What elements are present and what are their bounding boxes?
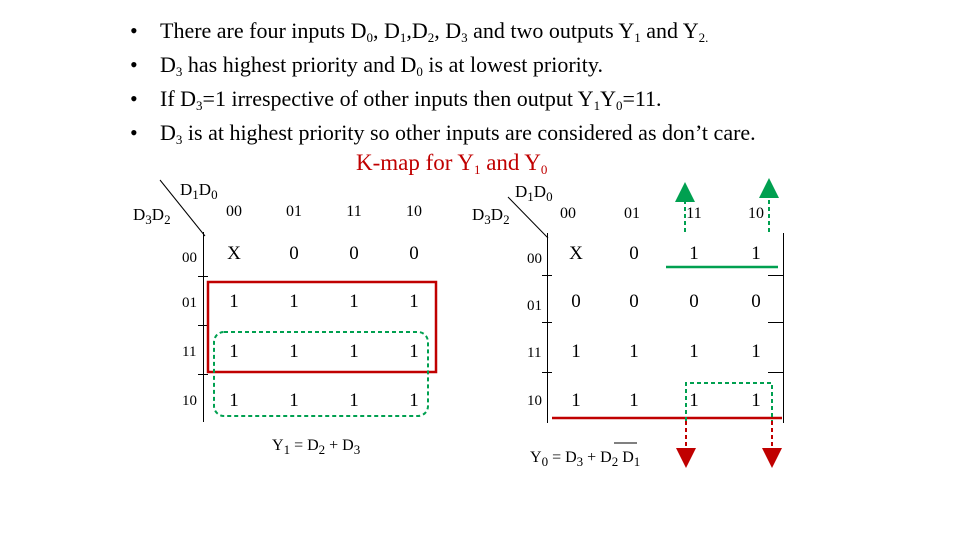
kmap1-cell: 1 — [229, 291, 239, 312]
kmap1-cell: 0 — [349, 243, 359, 264]
bullet-item-4: • $D_3$ is at highest priority so other inputs are considered as don’t care. — [130, 116, 756, 150]
kmap1-row-label: 01 — [182, 295, 197, 311]
kmap2-cell: X — [569, 243, 583, 264]
bullet-dot: • — [130, 18, 138, 43]
kmap2-col-label: 10 — [748, 205, 764, 222]
kmap2-cell: 1 — [629, 390, 639, 411]
kmap2-col-label: 01 — [624, 205, 640, 222]
bullet-item-1: • There are four inputs $D_0$, $D_1,D_2$, $D_3$ and two outputs $Y_1$ and $Y_{2.}$ — [130, 14, 756, 48]
kmap2-group-d2d1-bottom — [686, 383, 772, 421]
bullet-dot: • — [130, 120, 138, 145]
kmap2-cell: 1 — [689, 341, 699, 362]
kmap2-cell: 1 — [751, 341, 761, 362]
kmap1-col-label: 10 — [406, 203, 422, 220]
bullet-item-3: • If $D_3=1$ irrespective of other inputs then output $Y_1Y_0=11$. — [130, 82, 756, 116]
kmap2-cell: 1 — [751, 243, 761, 264]
kmap1-cell: 1 — [409, 390, 419, 411]
kmap2-row-label: 01 — [527, 298, 542, 314]
kmap2-cell: 1 — [751, 390, 761, 411]
kmap2-row-label: 00 — [527, 251, 542, 267]
kmap1-row-var-label: $D_3D_2$ — [133, 205, 171, 227]
kmap2-row-var-label: $D_3D_2$ — [472, 205, 510, 227]
kmap2-cell: 1 — [571, 341, 581, 362]
kmap1-cell: 1 — [229, 341, 239, 362]
kmap1-cell: 1 — [289, 341, 299, 362]
kmap1-equation: $Y_1 = D_2 + D_3$ — [272, 437, 361, 457]
kmap1-cell: 0 — [409, 243, 419, 264]
kmap1-cell: 0 — [289, 243, 299, 264]
kmap1-cell: 1 — [349, 390, 359, 411]
bullet-item-2: • $D_3$ has highest priority and $D_0$ is at lowest priority. — [130, 48, 756, 82]
kmap1-row-label: 11 — [182, 344, 197, 360]
kmap1-col-label: 11 — [346, 203, 362, 220]
kmap2-cell: 0 — [571, 291, 581, 312]
bullet-dot: • — [130, 52, 138, 77]
kmap2-cell: 0 — [689, 291, 699, 312]
kmap2-cell: 1 — [571, 390, 581, 411]
kmap2-row-label: 11 — [527, 345, 542, 361]
kmap1-cell: 1 — [229, 390, 239, 411]
kmap1-cell: 1 — [409, 341, 419, 362]
kmap1-cell: 1 — [409, 291, 419, 312]
kmap1-col-label: 01 — [286, 203, 302, 220]
kmap2-col-label: 11 — [686, 205, 702, 222]
kmap1-row-label: 00 — [182, 250, 197, 266]
kmap2-cell: 0 — [629, 291, 639, 312]
bullet-dot: • — [130, 86, 138, 111]
kmap2-equation: $Y_0 = D_3 + D_2$ $D_1$ — [530, 449, 641, 469]
kmap1-cell: 1 — [349, 341, 359, 362]
kmap1-cell: X — [227, 243, 241, 264]
kmap2-cell: 0 — [751, 291, 761, 312]
kmap2-cell: 1 — [689, 243, 699, 264]
kmap1-cell: 1 — [349, 291, 359, 312]
kmap1-cell: 1 — [289, 390, 299, 411]
kmap2-cell: 1 — [629, 341, 639, 362]
kmap1-col-label: 00 — [226, 203, 242, 220]
kmap2-col-var-label: $D_1D_0$ — [515, 182, 553, 204]
kmap1-row-label: 10 — [182, 393, 197, 409]
kmap2-col-label: 00 — [560, 205, 576, 222]
kmap-title: K-map for $Y_1$ and $Y_0$ — [356, 150, 548, 177]
kmap2-cell: 0 — [629, 243, 639, 264]
kmap2-cell: 1 — [689, 390, 699, 411]
kmap2-row-label: 10 — [527, 393, 542, 409]
kmap1-col-var-label: $D_1D_0$ — [180, 180, 218, 202]
kmap1-cell: 1 — [289, 291, 299, 312]
